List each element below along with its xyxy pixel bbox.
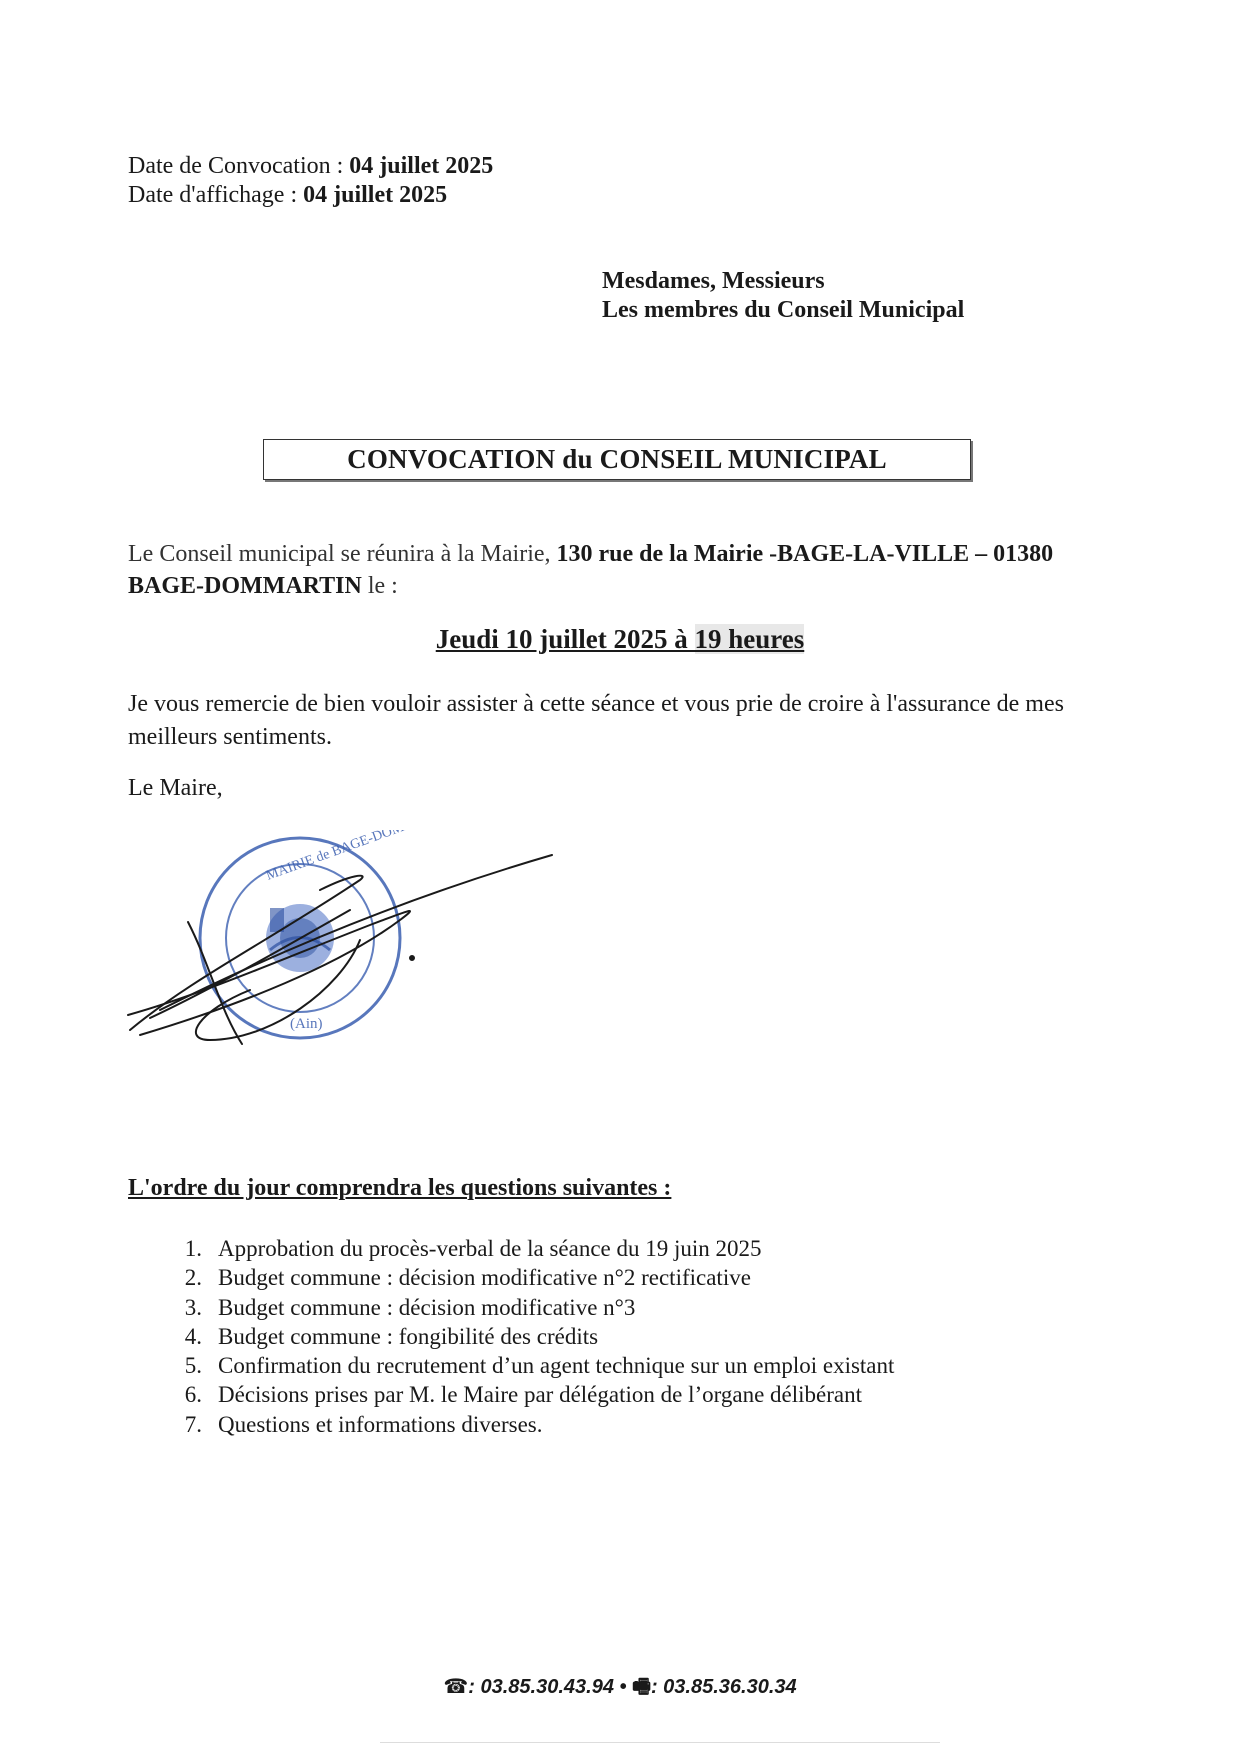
agenda-item-number: 2. xyxy=(184,1265,202,1291)
meeting-datetime xyxy=(0,624,1240,655)
agenda-item xyxy=(160,1263,894,1292)
meeting-date: Jeudi 10 juillet 2025 à xyxy=(435,624,695,654)
agenda-item-text: Approbation du procès-verbal de la séance du 19 juin 2025 xyxy=(218,1236,762,1261)
closing-paragraph: Je vous remercie de bien vouloir assister à cette séance et vous prie de croire à l'assurance de mes meilleurs sentiments. xyxy=(128,691,1064,750)
signature xyxy=(128,855,552,1044)
addressee-line-2: Les membres du Conseil Municipal xyxy=(602,297,965,323)
fax-number: : 03.85.36.30.34 xyxy=(650,1676,797,1698)
scan-artifact-line xyxy=(380,1742,940,1743)
intro-paragraph xyxy=(128,538,1118,602)
agenda-item-number: 3. xyxy=(184,1294,202,1320)
affichage-date: 04 juillet 2025 xyxy=(303,182,448,208)
agenda-item-text: Budget commune : décision modificative n°2 rectificative xyxy=(218,1265,751,1291)
agenda-item-text: Questions et informations diverses. xyxy=(218,1411,543,1437)
meeting-time: 19 heures xyxy=(694,624,805,654)
convocation-date: 04 juillet 2025 xyxy=(349,153,494,179)
agenda-item xyxy=(160,1351,894,1380)
agenda-item-text: Budget commune : fongibilité des crédits xyxy=(218,1323,599,1349)
signature-stamp-graphic xyxy=(120,830,570,1060)
agenda-item xyxy=(160,1293,894,1322)
intro-text: Le Conseil municipal se réunira à la Mairie, xyxy=(128,541,557,567)
convocation-date-line xyxy=(128,152,493,181)
agenda-item xyxy=(160,1322,894,1351)
agenda-item xyxy=(160,1234,894,1263)
agenda-title: L'ordre du jour comprendra les questions suivantes : xyxy=(128,1175,672,1201)
addressee-block xyxy=(602,267,964,325)
stamp-top-text: MAIRIE de BAGE-DOMMARTIN xyxy=(264,830,458,884)
agenda-item-text: Confirmation du recrutement d’un agent technique sur un emploi existant xyxy=(218,1353,895,1379)
convocation-label: Date de Convocation : xyxy=(128,153,350,179)
affichage-label: Date d'affichage : xyxy=(128,182,304,208)
agenda-item-text: Décisions prises par M. le Maire par délégation de l’organe délibérant xyxy=(218,1382,862,1408)
footer-separator: • xyxy=(613,1676,633,1698)
agenda-item xyxy=(160,1410,894,1439)
phone-icon: ☎ xyxy=(443,1676,469,1698)
stamp-bottom-text: (Ain) xyxy=(290,1016,323,1032)
addressee-line-1: Mesdames, Messieurs xyxy=(602,268,825,294)
meeting-address: 130 rue de la Mairie -BAGE-LA-VILLE – 01380 BAGE-DOMMARTIN xyxy=(128,541,1054,599)
agenda-item-number: 6. xyxy=(184,1382,202,1408)
footer-contact xyxy=(0,1672,1240,1706)
agenda-item xyxy=(160,1380,894,1409)
agenda-item-number: 5. xyxy=(184,1353,202,1379)
fax-icon: 🖷 xyxy=(632,1676,651,1698)
signature-stamp-area xyxy=(120,830,570,1060)
agenda-item-number: 7. xyxy=(184,1411,202,1437)
agenda-item-text: Budget commune : décision modificative n°3 xyxy=(218,1294,636,1320)
affichage-date-line xyxy=(128,181,493,210)
phone-number: : 03.85.30.43.94 xyxy=(468,1676,614,1698)
document-title xyxy=(263,439,971,480)
agenda-item-number: 1. xyxy=(184,1236,202,1261)
dates-block xyxy=(128,152,493,210)
document-title-text: CONVOCATION du CONSEIL MUNICIPAL xyxy=(347,444,887,474)
intro-text-end: le : xyxy=(361,573,398,599)
agenda-list xyxy=(160,1234,894,1439)
signatory-label: Le Maire, xyxy=(128,775,223,801)
agenda-item-number: 4. xyxy=(184,1323,202,1349)
